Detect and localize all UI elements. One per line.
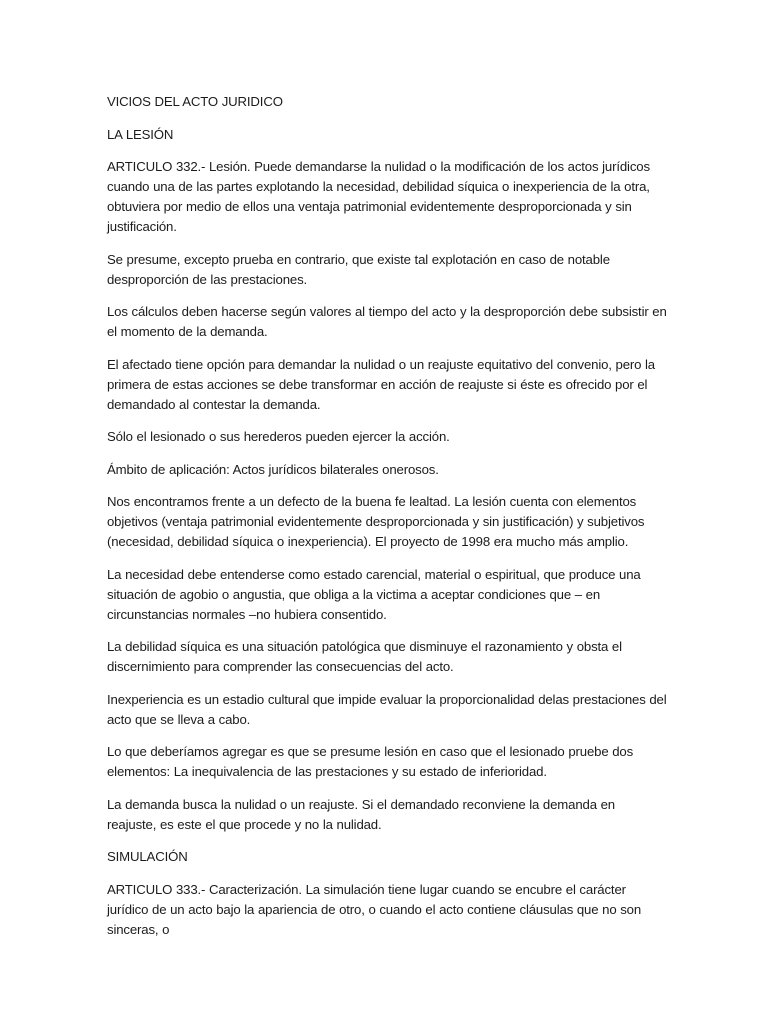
paragraph: La necesidad debe entenderse como estado carencial, material o espiritual, que produce una situación de agobio o angustia, que obliga a la victima a aceptar condiciones que – en circunstancias normales –no hubiera consentido.	[107, 566, 641, 622]
paragraph-article-333: ARTICULO 333.- Caracterización. La simulación tiene lugar cuando se encubre el carácter jurídico de un acto bajo la apariencia de otro, o cuando el acto contiene cláusulas que no son sinceras, o	[107, 881, 642, 937]
paragraph-article-332: ARTICULO 332.- Lesión. Puede demandarse la nulidad o la modificación de los actos jurídicos cuando una de las partes explotando la necesidad, debilidad síquica o inexperiencia de la otra, obtuviera por medio de ellos una ventaja patrimonial evidentemente desproporcionada y sin justificación.	[107, 159, 650, 234]
paragraph: Ámbito de aplicación: Actos jurídicos bilaterales onerosos.	[107, 461, 439, 477]
paragraph: Nos encontramos frente a un defecto de la buena fe lealtad. La lesión cuenta con elementos objetivos (ventaja patrimonial evidentemente desproporcionada y sin justificación) y subjetivos (necesidad, debilidad síquica o inexperiencia). El proyecto de 1998 era mucho más amplio.	[107, 494, 645, 549]
section-heading-simulacion: SIMULACIÓN	[107, 849, 188, 864]
section-heading-lesion: LA LESIÓN	[107, 126, 174, 142]
paragraph: El afectado tiene opción para demandar la nulidad o un reajuste equitativo del convenio, pero la primera de estas acciones se debe transformar en acción de reajuste si éste es ofrecido por el demandado al contestar la demanda.	[107, 356, 655, 412]
paragraph: Inexperiencia es un estadio cultural que impide evaluar la proporcionalidad delas prestaciones del acto que se lleva a cabo.	[107, 691, 667, 727]
document-title: VICIOS DEL ACTO JURIDICO	[107, 94, 283, 109]
paragraph: Sólo el lesionado o sus herederos pueden ejercer la acción.	[107, 429, 450, 444]
paragraph: Los cálculos deben hacerse según valores al tiempo del acto y la desproporción debe subsistir en el momento de la demanda.	[107, 304, 667, 339]
paragraph: Se presume, excepto prueba en contrario, que existe tal explotación en caso de notable desproporción de las prestaciones.	[107, 251, 610, 287]
paragraph: La demanda busca la nulidad o un reajuste. Si el demandado reconviene la demanda en reajuste, es este el que procede y no la nulidad.	[107, 796, 615, 832]
document-body	[107, 92, 667, 952]
paragraph: Lo que deberíamos agregar es que se presume lesión en caso que el lesionado pruebe dos elementos: La inequivalencia de las prestaciones y su estado de inferioridad.	[107, 744, 634, 779]
paragraph: La debilidad síquica es una situación patológica que disminuye el razonamiento y obsta el discernimiento para comprender las consecuencias del acto.	[107, 639, 622, 674]
